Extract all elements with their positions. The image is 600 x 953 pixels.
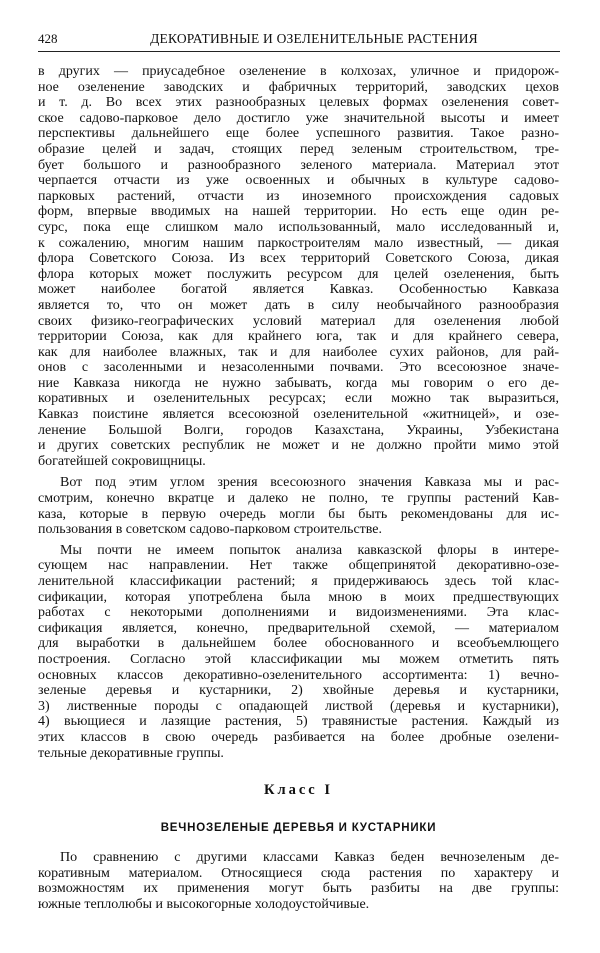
paragraph-4: [38, 850, 559, 912]
page-body: [38, 64, 559, 913]
text-line: сурс, пока еще слишком мало использованный, мало исследованный и,: [38, 219, 559, 235]
running-title: ДЕКОРАТИВНЫЕ И ОЗЕЛЕНИТЕЛЬНЫЕ РАСТЕНИЯ: [150, 31, 478, 46]
text-line: смотрим, конечно вкратце и далеко не полно, те группы растений Кав-: [38, 491, 559, 507]
text-line: форм, впервые вводимых на нашей территории. Но есть еще один ре-: [38, 204, 559, 220]
text-line: территории Союза, как для крайнего юга, так и для крайнего севера,: [38, 329, 559, 345]
text-line: флора Советского Союза. Из всех территорий Советского Союза, дикая: [38, 251, 559, 267]
text-line: основных классов декоративно-озеленительного ассортимента: 1) вечно-: [38, 667, 559, 683]
text-line: в других — приусадебное озеленение в колхозах, уличное и придорож-: [38, 64, 559, 79]
text-line: южные теплолюбы и высокогорные холодоустойчивые.: [38, 896, 370, 912]
text-line: сификация является, конечно, предварительной схемой, — материалом: [38, 620, 559, 636]
text-line: По сравнению с другими классами Кавказ беден вечнозеленым де-: [60, 850, 559, 866]
text-line: Кавказ поистине является всесоюзной озеленительной «житницей», и озе-: [38, 407, 559, 423]
section-heading: ВЕЧНОЗЕЛЕНЫЕ ДЕРЕВЬЯ И КУСТАРНИКИ: [160, 822, 437, 835]
text-line: коративным материалом. Относящиеся сюда растения по характеру и: [38, 865, 559, 881]
text-line: черпается отчасти из уже освоенных и обычных в культуре садово-: [38, 173, 559, 189]
text-line: ное озеленение заводских и фабричных территорий, заводских цехов: [38, 79, 559, 95]
text-line: бует большого и разнообразного зеленого материала. Материал этот: [38, 157, 559, 173]
text-line: и других советских республик не может и не должно пройти мимо этой: [38, 438, 559, 454]
text-line: богатейшей сокровищницы.: [38, 453, 206, 469]
text-line: ское садово-парковое дело достигло уже значительной высоты и имеет: [38, 110, 559, 126]
text-line: возможностям их применения могут быть разбиты на две группы:: [38, 881, 559, 897]
paragraph-1: [38, 64, 559, 469]
text-line: Мы почти не имеем попыток анализа кавказской флоры в интере-: [60, 542, 559, 558]
text-line: коративных и озеленительных ресурсах; если можно так выразиться,: [38, 391, 559, 407]
text-line: каза, которые в первую очередь могли бы быть рекомендованы для ис-: [38, 506, 559, 522]
text-line: как для наиболее влажных, так и для наиболее сухих районов, для рай-: [38, 344, 559, 360]
paragraph-3: [38, 543, 559, 761]
text-line: ленительной классификации растений; я придерживаюсь здесь той клас-: [38, 574, 559, 589]
paragraph-2: [38, 475, 559, 537]
text-line: зеленые деревья и кустарники, 2) хвойные деревья и кустарники,: [38, 683, 559, 699]
text-line: онов с засоленными и незасоленными почвами. Это всесоюзное значе-: [38, 360, 559, 376]
class-heading: Класс I: [263, 782, 334, 799]
text-line: своих физико-географических условий материал для озеленения любой: [38, 313, 559, 329]
text-line: 3) лиственные породы с опадающей листвой (деревья и кустарники),: [38, 698, 559, 714]
text-line: может наиболее богатой является Кавказ. Особенностью Кавказа: [38, 282, 559, 298]
text-line: к сожалению, многим нашим паркостроителям мало известный, — дикая: [38, 235, 559, 251]
text-line: и т. д. Во всех этих разнообразных целевых формах озеленения совет-: [38, 95, 559, 111]
text-line: является то, что он может дать в силу необычайного разнообразия: [38, 297, 559, 313]
text-line: сификации, которая употреблена была мною в моих предшествующих: [38, 589, 559, 605]
text-line: тельные декоративные группы.: [38, 745, 224, 761]
text-line: перспективы дальнейшего еще более успешного развития. Такое разно-: [38, 126, 559, 142]
text-line: образие целей и задач, стоящих перед зеленым строительством, тре-: [38, 141, 559, 157]
text-line: ленение Большой Волги, городов Казахстана, Украины, Узбекистана: [38, 422, 559, 438]
text-line: для выработки в дальнейшем более обоснованного и всеобъемлющего: [38, 636, 559, 652]
text-line: ние Кавказа никогда не нужно забывать, когда мы говорим о его де-: [38, 375, 559, 391]
text-line: Вот под этим углом зрения всесоюзного значения Кавказа мы и рас-: [60, 475, 559, 491]
running-header: [38, 29, 560, 52]
page-number: 428: [38, 31, 58, 46]
text-line: флора которых может послужить ресурсом для целей озеленения, быть: [38, 266, 559, 282]
text-line: 4) вьющиеся и лазящие растения, 5) травянистые растения. Каждый из: [38, 714, 559, 730]
text-line: парковых растений, отчасти из иноземного происхождения садовых: [38, 188, 559, 204]
text-line: пользования в советском садово-парковом строительстве.: [38, 522, 383, 538]
text-line: этих классов в свою очередь разбивается на более дробные озелени-: [38, 729, 559, 745]
text-line: сующем нас направлении. Нет также общепринятой декоративно-озе-: [38, 558, 559, 574]
text-line: работах с некоторыми дополнениями и видоизменениями. Эта клас-: [38, 605, 559, 621]
text-line: построения. Согласно этой классификации мы можем отметить пять: [38, 651, 559, 667]
